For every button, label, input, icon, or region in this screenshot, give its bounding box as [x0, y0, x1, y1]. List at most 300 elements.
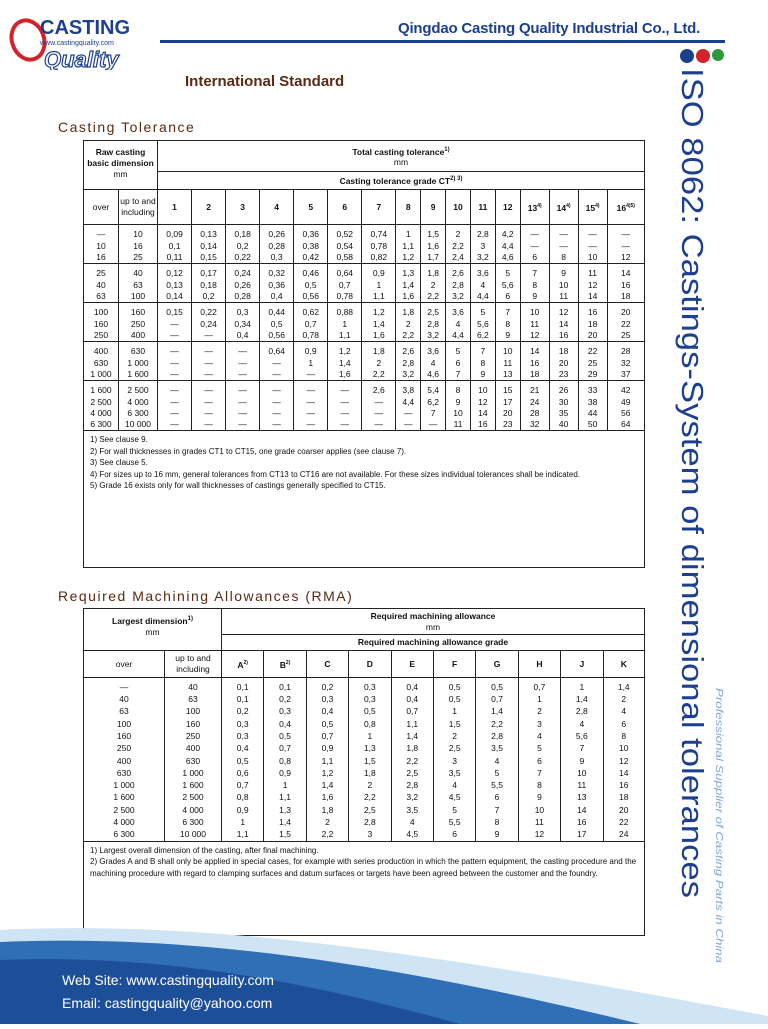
table-row [84, 706, 644, 718]
table-cell: — [294, 397, 328, 408]
table-cell: 9 [561, 755, 603, 767]
table-cell: 0,7 [306, 730, 348, 742]
table-cell: 4,4 [495, 241, 520, 252]
table-cell: 0,1 [222, 693, 264, 705]
table-cell: 18 [603, 792, 644, 804]
table-cell: 4,2 [495, 225, 520, 242]
table-cell: 16 [578, 303, 607, 320]
table-cell: 4 000 [165, 804, 222, 816]
table-cell: 0,1 [222, 678, 264, 694]
rma-grade-H [518, 651, 560, 678]
table-cell: — [158, 369, 192, 381]
section-title-rma: Required Machining Allowances (RMA) [58, 588, 354, 604]
table-cell: 2 500 [113, 804, 135, 815]
table-cell: 8 [603, 730, 644, 742]
table-cell: 1,5 [421, 225, 446, 242]
dot-red [696, 49, 710, 63]
table-cell: 16 [549, 330, 578, 342]
table-row [84, 829, 644, 842]
table-cell: 630 [165, 755, 222, 767]
table-cell: 0,64 [328, 264, 362, 281]
footer [0, 920, 768, 1024]
table-cell: 0,3 [222, 718, 264, 730]
table-cell: 8 [518, 779, 560, 791]
table-cell: 1,1 [396, 241, 421, 252]
table-cell: — [328, 397, 362, 408]
table-cell: — [294, 369, 328, 381]
rma-grade-label: E [409, 658, 416, 669]
table-cell: 3,2 [446, 291, 471, 303]
table-cell: — [192, 369, 226, 381]
ct-grade-label: 2 [206, 201, 211, 212]
table-cell: 0,7 [264, 742, 306, 754]
table-cell: 2,2 [391, 755, 433, 767]
table-row [84, 225, 644, 242]
table-cell: 16 [470, 419, 495, 431]
header-divider [160, 40, 725, 43]
table-row [84, 804, 644, 816]
table-cell: 0,1 [264, 678, 306, 694]
table-cell: — [520, 225, 549, 242]
table-cell: 8 [549, 252, 578, 264]
table-cell: 3,2 [396, 369, 421, 381]
table-cell: 9 [470, 369, 495, 381]
note-line: 3) See clause 5. [90, 458, 148, 467]
ct-grade-label: 6 [342, 201, 348, 212]
table-cell: 3 [349, 829, 391, 842]
table-cell: 3,5 [476, 742, 518, 754]
table-cell: — [226, 369, 260, 381]
table-row [84, 303, 644, 320]
table-cell: 1,8 [349, 767, 391, 779]
table-cell: 25 [96, 268, 106, 279]
table-cell: 35 [549, 408, 578, 419]
table-cell: 0,28 [226, 291, 260, 303]
table-cell: 1 000 [90, 369, 112, 380]
table-cell: — [328, 419, 362, 431]
table-cell: 1,4 [603, 678, 644, 694]
table-cell: 160 [119, 303, 158, 320]
table-cell: — [158, 381, 192, 398]
table-cell: 14 [578, 291, 607, 303]
table-cell: 4 [391, 816, 433, 828]
table-cell: 0,46 [294, 264, 328, 281]
table-cell: 12 [578, 280, 607, 291]
table-cell: 12 [518, 829, 560, 842]
table-cell: 5 [446, 342, 471, 359]
table-cell: — [158, 358, 192, 369]
dot-blue [680, 49, 694, 63]
logo-top-text: CASTING [40, 17, 130, 39]
table-cell: 6 [518, 755, 560, 767]
table-cell: 250 [119, 319, 158, 330]
table-cell: 11 [549, 291, 578, 303]
table-cell: 28 [607, 342, 644, 359]
largest-dimension-label: Largest dimension [112, 615, 188, 626]
table-cell: — [226, 342, 260, 359]
table-cell: 2,2 [396, 330, 421, 342]
section-title-casting-tolerance: Casting Tolerance [58, 119, 196, 135]
table-row [84, 330, 644, 342]
table-cell: 12 [607, 252, 644, 264]
vertical-title-text: ISO 8062: Castings-System of dimensional tolerances [675, 68, 710, 811]
table-cell: 23 [495, 419, 520, 431]
ct-grade-label: 9 [430, 201, 436, 212]
table-cell: 2 500 [165, 792, 222, 804]
table-cell: 4,6 [495, 252, 520, 264]
table-cell: 25 [578, 358, 607, 369]
table-cell: 0,8 [264, 755, 306, 767]
table-cell: 0,11 [158, 252, 192, 264]
rma-notes [84, 841, 644, 882]
table-cell: 0,2 [306, 678, 348, 694]
table-cell: 0,2 [226, 241, 260, 252]
raw-dimension-unit: mm [113, 168, 128, 179]
table-cell: 2 500 [119, 381, 158, 398]
table-cell: 16 [119, 241, 158, 252]
table-cell: 14 [607, 264, 644, 281]
table-cell: — [607, 225, 644, 242]
table-cell: 44 [578, 408, 607, 419]
rma-grade-E [391, 651, 433, 678]
table-cell: 0,4 [226, 330, 260, 342]
table-cell: — [294, 408, 328, 419]
table-cell: — [260, 358, 294, 369]
table-cell: — [362, 419, 396, 431]
table-cell: — [192, 419, 226, 431]
table-cell: 1 [518, 693, 560, 705]
table-cell: 100 [165, 706, 222, 718]
table-row [84, 678, 644, 694]
table-cell: 0,44 [260, 303, 294, 320]
table-cell: 33 [578, 381, 607, 398]
table-row [84, 767, 644, 779]
table-cell: 10 [520, 303, 549, 320]
table-cell: 40 [549, 419, 578, 431]
table-cell: 0,54 [328, 241, 362, 252]
table-cell: 0,18 [192, 280, 226, 291]
table-cell: 0,24 [192, 319, 226, 330]
table-cell: 13 [561, 792, 603, 804]
table-cell: 2,2 [306, 829, 348, 842]
table-cell: 1,2 [396, 252, 421, 264]
table-cell: 0,22 [192, 303, 226, 320]
table-cell: 4 [603, 706, 644, 718]
ct-grade-11 [470, 190, 495, 225]
table-cell: 11 [446, 419, 471, 431]
table-cell: 0,9 [264, 767, 306, 779]
table-cell: 1,4 [561, 693, 603, 705]
table-cell: 0,7 [391, 706, 433, 718]
ct-grade-1 [158, 190, 192, 225]
table-cell: 5 [518, 742, 560, 754]
col-over: over [84, 190, 119, 225]
table-cell: — [578, 225, 607, 242]
table-cell: 1,1 [264, 792, 306, 804]
table-cell: 1,1 [306, 755, 348, 767]
rma-grade-F [433, 651, 475, 678]
table-cell: 0,14 [192, 241, 226, 252]
rma-unit: mm [425, 621, 441, 632]
table-cell: 400 [165, 742, 222, 754]
table-cell: 7 [520, 264, 549, 281]
table-cell: 1,5 [433, 718, 475, 730]
table-cell: 6 [446, 358, 471, 369]
table-cell: — [294, 381, 328, 398]
table-cell: 40 [119, 264, 158, 281]
table-cell: 4 [476, 755, 518, 767]
table-cell: 0,2 [192, 291, 226, 303]
table-cell: 8 [520, 280, 549, 291]
table-cell: 16 [561, 816, 603, 828]
ct-grade-label: 14 [556, 202, 567, 213]
table-cell: 11 [518, 816, 560, 828]
table-cell: — [396, 419, 421, 431]
table-cell: 29 [578, 369, 607, 381]
table-cell: 9 [476, 829, 518, 842]
table-cell: 0,4 [260, 291, 294, 303]
table-cell: 40 [119, 694, 129, 705]
note-line: 1) See clause 9. [90, 435, 148, 444]
total-tolerance-header [158, 141, 645, 172]
table-row [84, 369, 644, 381]
table-cell: 0,3 [264, 706, 306, 718]
table-cell: 0,78 [362, 241, 396, 252]
table-cell: 4 [446, 319, 471, 330]
table-cell: 16 [607, 280, 644, 291]
vertical-subtitle-text: Professional Supplier of Casting Parts in China [713, 688, 724, 896]
table-cell: — [192, 408, 226, 419]
table-cell: — [226, 358, 260, 369]
table-cell: 21 [520, 381, 549, 398]
table-cell: — [328, 408, 362, 419]
ct-grade-15 [578, 190, 607, 225]
ct-grade-14 [549, 190, 578, 225]
footer-website[interactable]: Web Site: www.castingquality.com [62, 972, 274, 988]
table-row [84, 718, 644, 730]
table-cell: 2 [362, 358, 396, 369]
table-row [84, 252, 644, 264]
table-cell: 1 [349, 730, 391, 742]
table-cell: — [96, 229, 106, 240]
table-row [84, 792, 644, 804]
raw-dimension-header [84, 141, 158, 190]
table-cell: 0,5 [294, 280, 328, 291]
table-cell: 2,8 [391, 779, 433, 791]
table-cell: 160 [116, 730, 132, 741]
rma-grade-label: J [579, 658, 585, 669]
table-cell: 18 [607, 291, 644, 303]
table-cell: 0,74 [362, 225, 396, 242]
table-cell: 8 [446, 381, 471, 398]
table-cell: 1,5 [264, 829, 306, 842]
table-cell: 1,8 [391, 742, 433, 754]
col-upto: up to and including [119, 190, 158, 225]
table-cell: 0,13 [192, 225, 226, 242]
table-cell: 11 [578, 264, 607, 281]
ct-grade-3 [226, 190, 260, 225]
table-cell: 0,88 [328, 303, 362, 320]
table-cell: — [226, 381, 260, 398]
table-cell: 1,8 [362, 342, 396, 359]
table-cell: 49 [607, 397, 644, 408]
table-row [84, 779, 644, 791]
rma-label: Required machining allowance [370, 610, 496, 621]
table-cell: 16 [96, 252, 106, 263]
table-cell: 0,15 [158, 303, 192, 320]
largest-dimension-header [84, 609, 222, 651]
table-cell: — [607, 241, 644, 252]
table-cell: 1,3 [396, 264, 421, 281]
table-cell: 14 [520, 342, 549, 359]
table-cell: 5,4 [421, 381, 446, 398]
table-cell: 2 [396, 319, 421, 330]
table-cell: 2 [306, 816, 348, 828]
table-cell: 9 [446, 397, 471, 408]
table-cell: 7 [421, 408, 446, 419]
table-cell: 3 [518, 718, 560, 730]
table-cell: 7 [518, 767, 560, 779]
table-cell: 1,4 [362, 319, 396, 330]
table-cell: 0,17 [192, 264, 226, 281]
table-cell: 1,2 [328, 342, 362, 359]
table-cell: 0,64 [260, 342, 294, 359]
table-cell: 22 [607, 319, 644, 330]
table-cell: 0,58 [328, 252, 362, 264]
table-cell: 1 600 [165, 779, 222, 791]
ct-grade-sup: 4) [537, 202, 542, 209]
table-cell: 24 [520, 397, 549, 408]
largest-dimension-unit: mm [145, 626, 160, 637]
table-cell: 7 [476, 804, 518, 816]
table-cell: 10 [561, 767, 603, 779]
rma-grade-J [561, 651, 603, 678]
table-cell: 25 [119, 252, 158, 264]
table-cell: 4 000 [113, 817, 135, 828]
table-cell: 0,13 [158, 280, 192, 291]
table-cell: 0,32 [260, 264, 294, 281]
rma-grade-label: B [279, 659, 286, 670]
table-cell: 0,78 [328, 291, 362, 303]
note-line: 2) Grades A and B shall only be applied in special cases, for example with series production in which the pattern equipment, the casting procedure and the machining procedure with regard to clamping surfaces and datum surfaces or targets have been agreed between the customer and the foundry. [90, 857, 637, 878]
table-cell: 250 [165, 730, 222, 742]
table-cell: 4 [518, 730, 560, 742]
table-cell: 6 [495, 291, 520, 303]
table-cell: 0,82 [362, 252, 396, 264]
company-logo [6, 10, 166, 70]
table-cell: 1 [362, 280, 396, 291]
table-row [84, 419, 644, 431]
table-cell: 4,4 [470, 291, 495, 303]
table-cell: 3,6 [446, 303, 471, 320]
table-cell: — [192, 330, 226, 342]
table-cell: 2 [446, 225, 471, 242]
ct-grade-label: 16 [616, 202, 627, 213]
table-cell: — [158, 397, 192, 408]
rma-table [83, 608, 645, 936]
table-cell: 0,78 [294, 330, 328, 342]
table-cell: 2,8 [446, 280, 471, 291]
table-cell: 3,2 [391, 792, 433, 804]
ct-grade-12 [495, 190, 520, 225]
table-cell: 16 [520, 358, 549, 369]
ct-grade-label: 11 [478, 201, 488, 212]
table-cell: 6 [433, 829, 475, 842]
table-cell: 0,3 [306, 693, 348, 705]
table-cell: 2,5 [349, 804, 391, 816]
table-cell: 0,9 [306, 742, 348, 754]
table-cell: 0,6 [222, 767, 264, 779]
table-cell: 6 300 [113, 829, 135, 840]
table-cell: 11 [495, 358, 520, 369]
table-cell: 42 [607, 381, 644, 398]
table-cell: 14 [561, 804, 603, 816]
rma-grade-header: Required machining allowance grade [222, 635, 645, 651]
table-cell: 5,6 [561, 730, 603, 742]
table-cell: 18 [578, 319, 607, 330]
table-cell: 2,4 [446, 252, 471, 264]
table-cell: 3,2 [470, 252, 495, 264]
table-cell: 1 600 [113, 792, 135, 803]
ct-grade-4 [260, 190, 294, 225]
footer-email[interactable]: Email: castingquality@yahoo.com [62, 995, 273, 1011]
table-cell: 1 [264, 779, 306, 791]
table-cell: 1,4 [328, 358, 362, 369]
table-cell: 63 [119, 280, 158, 291]
table-cell: 4,4 [446, 330, 471, 342]
table-cell: 3,6 [470, 264, 495, 281]
table-cell: 0,7 [222, 779, 264, 791]
table-cell: 2,8 [561, 706, 603, 718]
table-cell: — [192, 397, 226, 408]
casting-tolerance-table [83, 140, 645, 568]
total-tolerance-unit: mm [393, 157, 409, 168]
table-cell: 6 300 [119, 408, 158, 419]
table-cell: 4 000 [90, 408, 112, 419]
table-cell: — [192, 381, 226, 398]
table-cell: — [119, 681, 129, 692]
table-cell: 1,1 [328, 330, 362, 342]
table-cell: 0,24 [226, 264, 260, 281]
table-cell: 0,26 [226, 280, 260, 291]
table-cell: 1,3 [264, 804, 306, 816]
table-cell: 14 [549, 319, 578, 330]
table-cell: 8 [470, 358, 495, 369]
table-cell: 6 [520, 252, 549, 264]
table-row [84, 291, 644, 303]
table-cell: — [396, 408, 421, 419]
table-cell: 1,6 [306, 792, 348, 804]
table-cell: 2,2 [446, 241, 471, 252]
table-cell: 10 [603, 742, 644, 754]
table-cell: — [158, 419, 192, 431]
rma-grade-K [603, 651, 644, 678]
table-cell: 0,3 [226, 303, 260, 320]
table-cell: — [549, 225, 578, 242]
ct-grade-sup: 4)5) [626, 202, 635, 209]
table-cell: 63 [96, 291, 106, 302]
ct-grade-5 [294, 190, 328, 225]
table-cell: 6 [603, 718, 644, 730]
table-cell: 18 [549, 342, 578, 359]
table-cell: 64 [607, 419, 644, 431]
table-cell: 1,8 [421, 264, 446, 281]
table-cell: 0,2 [222, 706, 264, 718]
table-cell: 12 [520, 330, 549, 342]
table-cell: 1 [222, 816, 264, 828]
table-cell: 2,8 [349, 816, 391, 828]
table-cell: — [260, 397, 294, 408]
